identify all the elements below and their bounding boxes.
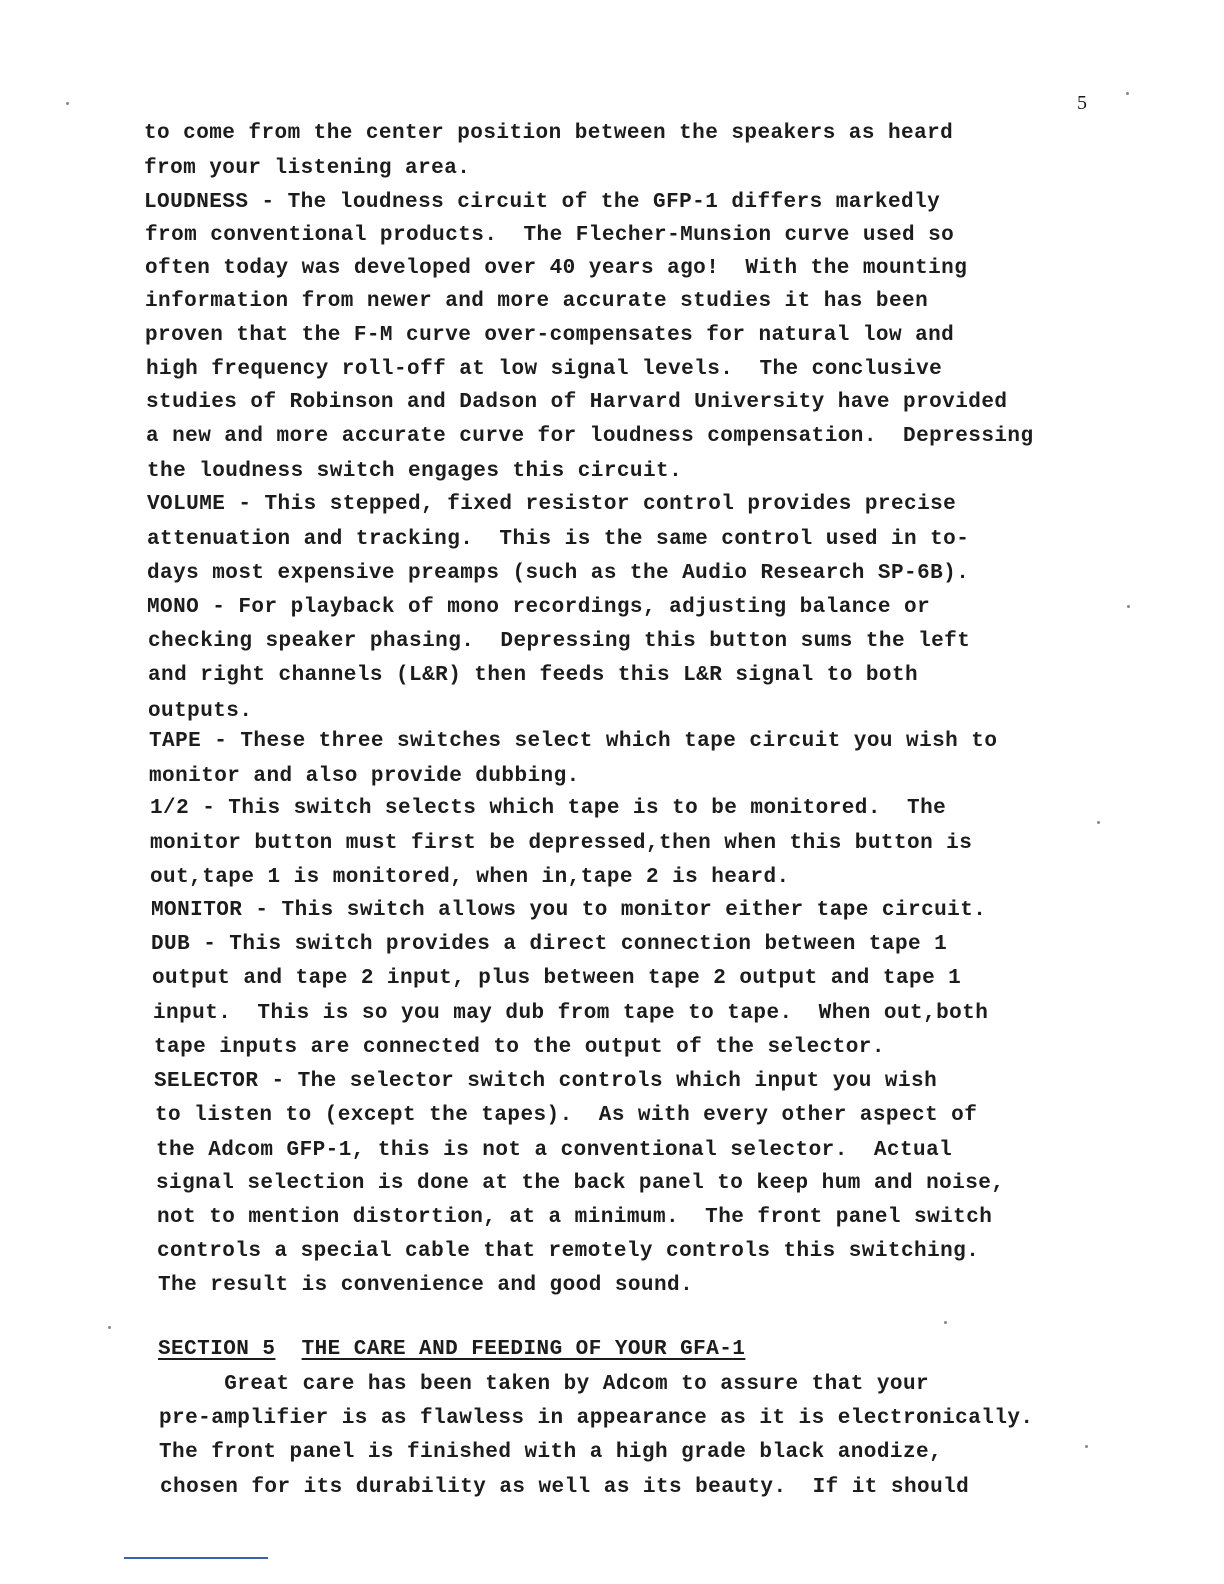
text-line: and right channels (L&R) then feeds this L&R signal to both	[148, 664, 919, 687]
text-line: monitor button must first be depressed,then when this button is	[150, 832, 973, 855]
text-line: studies of Robinson and Dadson of Harvard University have provided	[146, 391, 1008, 414]
text-line: proven that the F-M curve over-compensates for natural low and	[145, 324, 955, 347]
text-line: high frequency roll-off at low signal levels. The conclusive	[146, 358, 943, 381]
text-line: outputs.	[148, 700, 253, 723]
section-title: THE CARE AND FEEDING OF YOUR GFA-1	[301, 1338, 746, 1361]
text-line: output and tape 2 input, plus between tape 2 output and tape 1	[152, 967, 962, 990]
scan-speck	[66, 102, 69, 105]
text-line: The front panel is finished with a high grade black anodize,	[159, 1441, 943, 1464]
scan-speck	[944, 1321, 947, 1324]
text-line: TAPE - These three switches select which tape circuit you wish to	[149, 730, 998, 753]
text-line: SELECTOR - The selector switch controls which input you wish	[154, 1070, 938, 1093]
scan-speck	[1126, 92, 1129, 95]
section-heading	[158, 1338, 745, 1362]
scan-speck	[1097, 821, 1100, 824]
text-line: out,tape 1 is monitored, when in,tape 2 is heard.	[150, 866, 790, 889]
text-line: monitor and also provide dubbing.	[149, 765, 580, 788]
text-line: checking speaker phasing. Depressing this button sums the left	[148, 630, 971, 653]
text-line: 1/2 - This switch selects which tape is to be monitored. The	[150, 797, 947, 820]
scan-speck	[108, 1326, 111, 1329]
text-line: chosen for its durability as well as its beauty. If it should	[160, 1476, 970, 1499]
text-line: to come from the center position between the speakers as heard	[144, 122, 954, 145]
text-line: a new and more accurate curve for loudness compensation. Depressing	[146, 425, 1034, 448]
text-line: pre-amplifier is as flawless in appearance as it is electronically.	[159, 1407, 1034, 1430]
text-line: LOUDNESS - The loudness circuit of the GFP-1 differs markedly	[144, 191, 941, 214]
text-line: the loudness switch engages this circuit.	[147, 460, 683, 483]
scan-speck	[1085, 1445, 1088, 1448]
text-line: MONO - For playback of mono recordings, adjusting balance or	[147, 596, 931, 619]
text-line: to listen to (except the tapes). As with every other aspect of	[155, 1104, 978, 1127]
text-line: days most expensive preamps (such as the Audio Research SP-6B).	[147, 562, 970, 585]
text-line: signal selection is done at the back panel to keep hum and noise,	[156, 1172, 1005, 1195]
scan-speck	[1127, 605, 1130, 608]
text-line: from your listening area.	[144, 157, 471, 180]
text-line: MONITOR - This switch allows you to monitor either tape circuit.	[151, 899, 987, 922]
text-line: not to mention distortion, at a minimum. The front panel switch	[157, 1206, 993, 1229]
text-line: The result is convenience and good sound.	[158, 1274, 694, 1297]
text-line: controls a special cable that remotely controls this switching.	[157, 1240, 980, 1263]
text-line: attenuation and tracking. This is the same control used in to-	[147, 528, 970, 551]
page-number: 5	[1077, 92, 1087, 114]
text-line: tape inputs are connected to the output of the selector.	[154, 1036, 885, 1059]
section-number: SECTION 5	[158, 1338, 276, 1361]
text-line: input. This is so you may dub from tape to tape. When out,both	[153, 1002, 989, 1025]
text-line: often today was developed over 40 years ago! With the mounting	[145, 257, 968, 280]
text-line: Great care has been taken by Adcom to assure that your	[159, 1373, 930, 1396]
text-line: the Adcom GFP-1, this is not a conventional selector. Actual	[156, 1139, 953, 1162]
text-line: information from newer and more accurate studies it has been	[145, 290, 929, 313]
text-line: DUB - This switch provides a direct connection between tape 1	[151, 933, 948, 956]
text-line: from conventional products. The Flecher-Munsion curve used so	[145, 224, 955, 247]
text-line: VOLUME - This stepped, fixed resistor control provides precise	[147, 493, 957, 516]
footnote-rule	[124, 1557, 268, 1559]
